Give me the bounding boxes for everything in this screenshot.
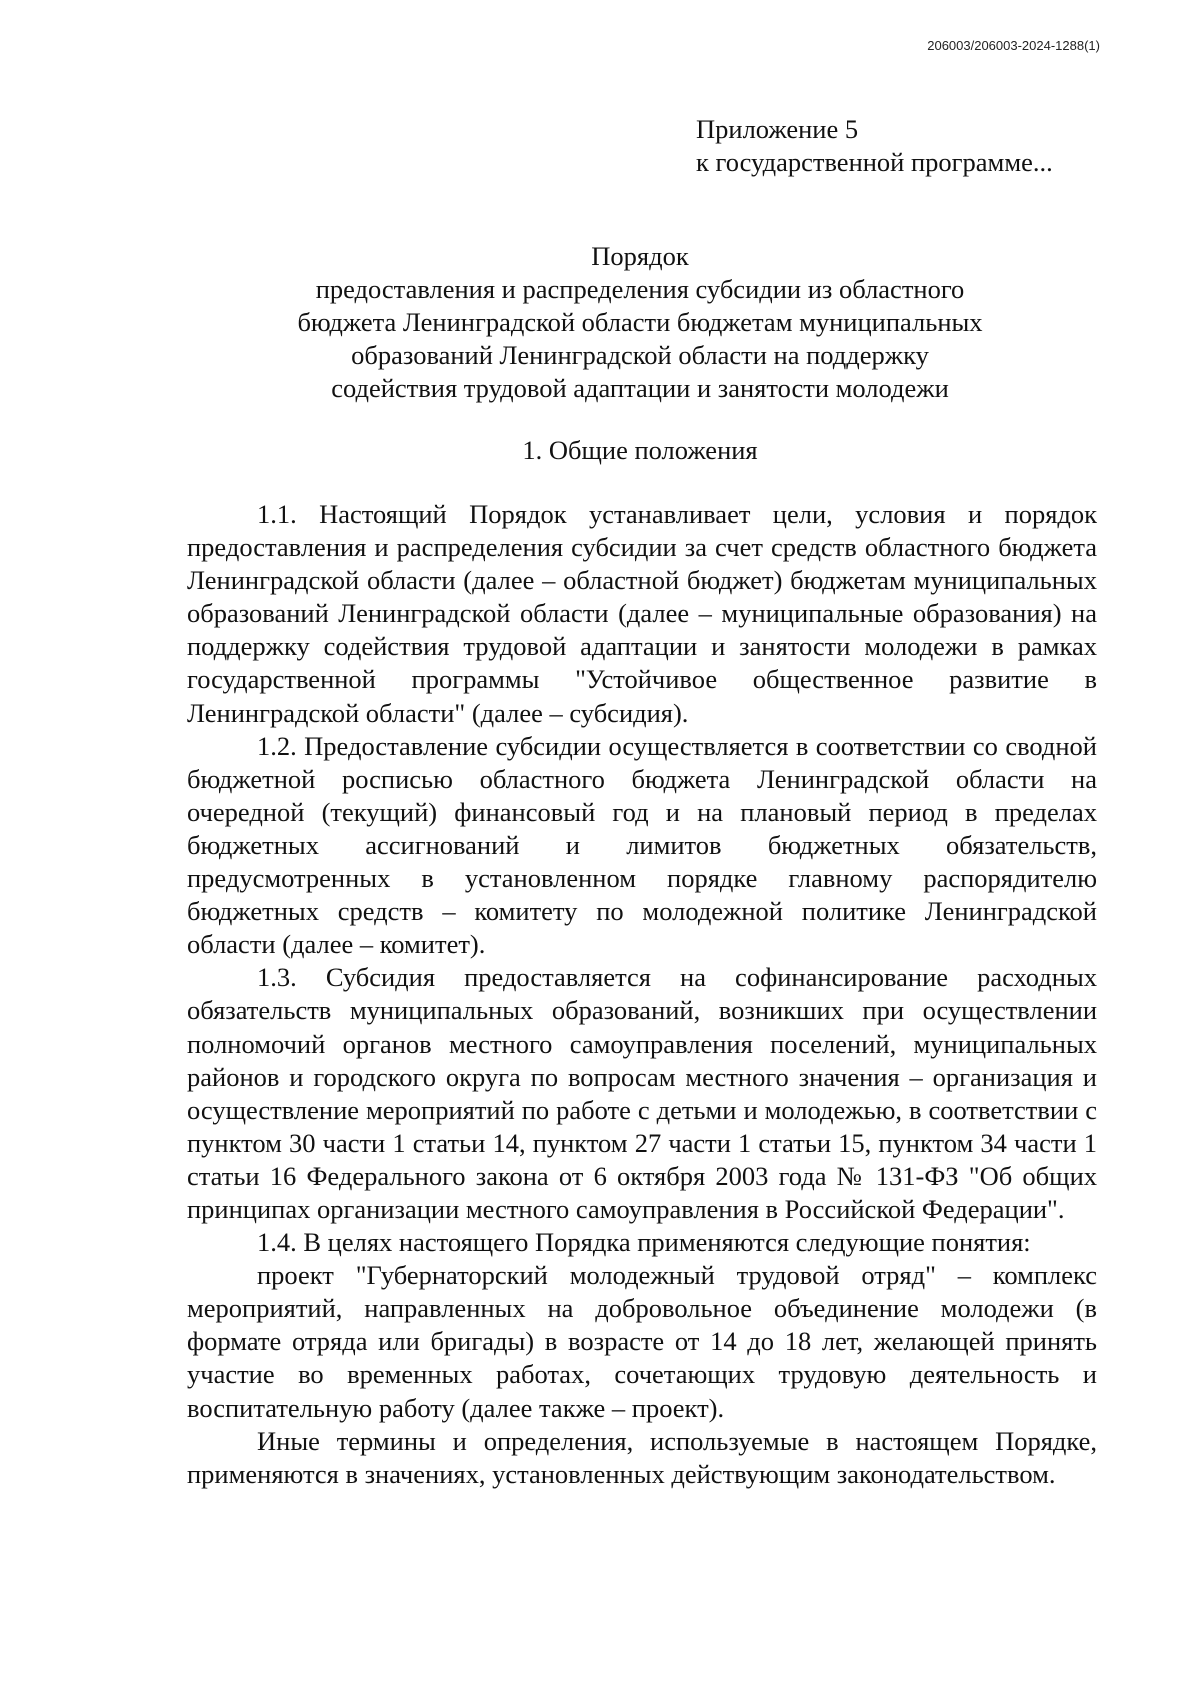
paragraph-1-1: 1.1. Настоящий Порядок устанавливает цели, условия и порядок предоставления и распределения субсидии за счет средств областного бюджета Ленинградской области (далее – областной бюджет) бюджетам муниципальных образований Ленинградской области (далее – муниципальные образования) на поддержку содействия трудовой адаптации и занятости молодежи в рамках государственной программы "Устойчивое общественное развитие в Ленинградской области" (далее – субсидия). [187,499,1097,728]
appendix-number: Приложение 5 [696,114,859,144]
section-heading: 1. Общие положения [522,435,758,465]
paragraph-1-2: 1.2. Предоставление субсидии осуществляется в соответствии со сводной бюджетной росписью областного бюджета Ленинградской области на очередной (текущий) финансовый год и на плановый период в пределах бюджетных ассигнований и лимитов бюджетных обязательств, предусмотренных в установленном порядке главному распорядителю бюджетных средств – комитету по молодежной политике Ленинградской области (далее – комитет). [187,730,1097,960]
title-line: образований Ленинградской области на поддержку [351,340,929,370]
document-id: 206003/206003-2024-1288(1) [927,38,1100,53]
title-line: бюджета Ленинградской области бюджетам муниципальных [297,307,983,337]
paragraph-other-terms: Иные термины и определения, используемые в настоящем Порядке, применяются в значениях, установленных действующим законодательством. [187,1425,1097,1489]
paragraph-1-3: 1.3. Субсидия предоставляется на софинансирование расходных обязательств муниципальных образований, возникших при осуществлении полномочий органов местного самоуправления поселений, муниципальных районов и городского округа по вопросам местного значения – организация и осуществление мероприятий по работе с детьми и молодежью, в соответствии с пунктом 30 части 1 статьи 14, пунктом 27 части 1 статьи 15, пунктом 34 части 1 статьи 16 Федерального закона от 6 октября 2003 года № 131-ФЗ "Об общих принципах организации местного самоуправления в Российской Федерации". [187,962,1097,1224]
paragraph-definition: проект "Губернаторский молодежный трудовой отряд" – комплекс мероприятий, направленных на добровольное объединение молодежи (в формате отряда или бригады) в возрасте от 14 до 18 лет, желающей принять участие во временных работах, сочетающих трудовую деятельность и воспитательную работу (далее также – проект). [187,1260,1097,1423]
document-body [187,498,1097,1491]
appendix-reference: к государственной программе... [696,147,1053,177]
appendix-block [696,113,1053,179]
title-line: Порядок [591,241,689,271]
title-line: содействия трудовой адаптации и занятости молодежи [331,373,949,403]
paragraph-1-4: 1.4. В целях настоящего Порядка применяются следующие понятия: [257,1227,1031,1258]
title-line: предоставления и распределения субсидии из областного [315,274,965,304]
document-title [160,240,1120,405]
